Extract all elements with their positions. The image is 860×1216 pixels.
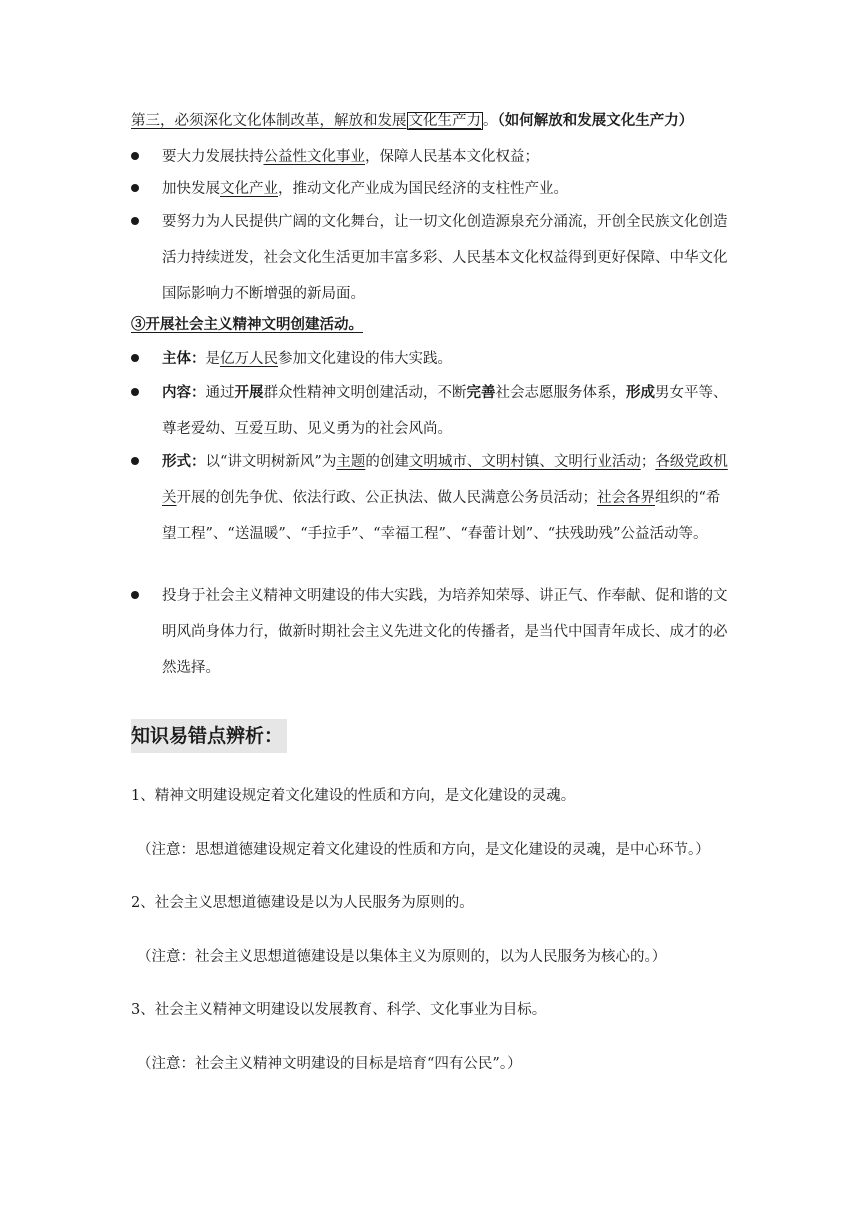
bullet-icon (131, 217, 139, 225)
label: 形式： (162, 453, 206, 470)
underlined-term: 文化产业 (220, 181, 278, 197)
text: 要努力为人民提供广阔的文化舞台，让一切文化创造源泉充分涌流，开创全民族文化创造活力持续迸发，社会文化生活更加丰富多彩、人民基本文化权益得到更好保障、中华文化国际影响力不断增强的新局面。 (162, 214, 728, 302)
label: 主体： (162, 350, 206, 367)
error-statement: 2、社会主义思想道德建设是以为人民服务为原则的。 (131, 895, 474, 911)
text: 男女平等、尊老爱幼、互爱互助、见义勇为的社会风尚。 (162, 385, 728, 437)
text: ，推动文化产业成为国民经济的支柱性产业。 (278, 181, 568, 197)
text: 通过 (205, 385, 235, 401)
underlined-term: 公益性文化事业 (263, 149, 365, 165)
bullet-icon (131, 591, 139, 599)
error-note: （注意：思想道德建设规定着文化建设的性质和方向，是文化建设的灵魂，是中心环节。） (137, 842, 710, 858)
error-note: （注意：社会主义精神文明建设的目标是培育“四有公民”。） (137, 1056, 522, 1072)
bullet-icon (131, 184, 139, 192)
error-statement: 3、社会主义精神文明建设以发展教育、科学、文化事业为目标。 (131, 1002, 547, 1018)
bold-term: 开展 (234, 384, 264, 401)
bullet-icon (131, 354, 139, 362)
text: 参加文化建设的伟大实践。 (278, 351, 452, 367)
text: 的创建 (365, 454, 409, 470)
error-note: （注意：社会主义思想道德建设是以集体主义为原则的，以为人民服务为核心的。） (137, 949, 667, 965)
text: 是 (205, 351, 220, 367)
section-heading: 知识易错点辨析： (131, 719, 287, 753)
text: ，保障人民基本文化权益； (365, 149, 539, 165)
text: 以“讲文明树新风”为 (205, 454, 337, 470)
underlined-term: 亿万人民 (220, 351, 278, 367)
error-statement: 1、精神文明建设规定着文化建设的性质和方向，是文化建设的灵魂。 (131, 788, 576, 804)
underlined-term: 主题 (336, 454, 366, 470)
underlined-term: 文明城市、文明村镇、文明行业活动 (408, 454, 641, 470)
section3-question: （如何解放和发展文化生产力） (497, 112, 694, 129)
text: 加快发展 (162, 181, 220, 197)
text: 投身于社会主义精神文明建设的伟大实践，为培养知荣辱、讲正气、作奉献、促和谐的文明风尚身体力行，做新时期社会主义先进文化的传播者，是当代中国青年成长、成才的必然选择。 (162, 588, 728, 676)
section3-intro-text: 第三，必须深化文化体制改革，解放和发展 (131, 113, 407, 129)
text: 开展的创先争优、依法行政、公正执法、做人民满意公务员活动； (176, 490, 597, 506)
bold-term: 完善 (466, 384, 496, 401)
period: 。 (483, 113, 498, 129)
text: 社会志愿服务体系， (495, 385, 626, 401)
text: ； (640, 454, 656, 470)
bullet-icon (131, 457, 139, 465)
activity-title-text: ③开展社会主义精神文明创建活动。 (131, 316, 363, 333)
underlined-term: 社会各界 (597, 490, 655, 506)
boxed-term: 文化生产力 (408, 113, 481, 129)
text: 要大力发展扶持 (162, 149, 264, 165)
bullet-icon (131, 388, 139, 396)
text: 群众性精神文明创建活动，不断 (263, 385, 467, 401)
label: 内容： (162, 384, 206, 401)
activity-title (131, 307, 733, 343)
text: 组织的“希望工程”、“送温暖”、“手拉手”、“幸福工程”、“春蕾计划”、“扶残助残”公益活动等。 (162, 490, 721, 542)
section3-intro (131, 103, 733, 139)
bullet-icon (131, 152, 139, 160)
bold-term: 形成 (626, 384, 655, 401)
underlined-term: 各级党政机关 (162, 454, 728, 506)
